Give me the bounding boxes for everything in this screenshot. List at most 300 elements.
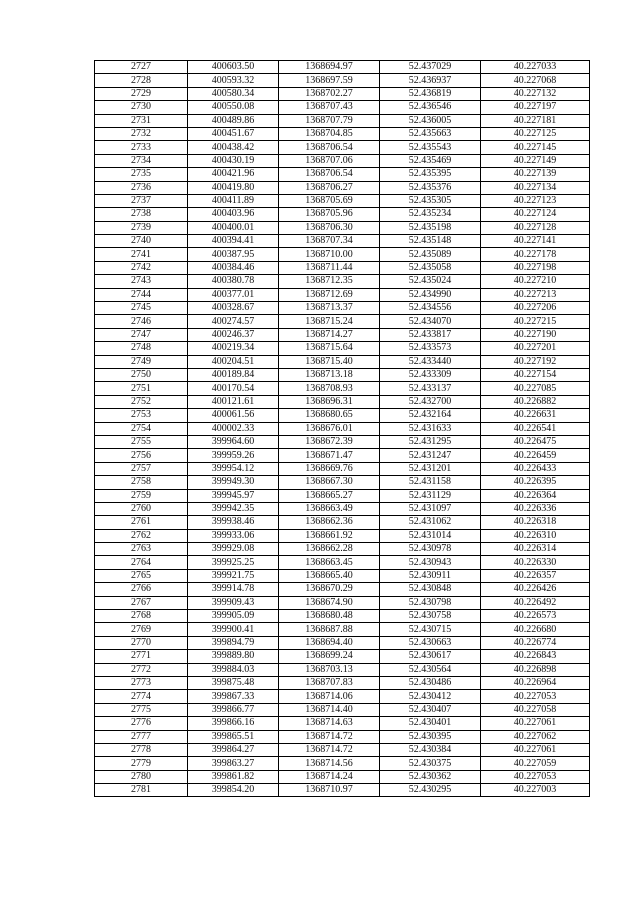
table-row [95,610,590,623]
y-coordinate-cell: 1368687.88 [279,623,380,636]
table-row [95,676,590,689]
point-number-cell: 2777 [95,730,188,743]
longitude-cell: 40.226631 [481,409,590,422]
y-coordinate-cell: 1368674.90 [279,596,380,609]
point-number-cell: 2768 [95,610,188,623]
latitude-cell: 52.435305 [380,194,481,207]
x-coordinate-cell: 399949.30 [188,476,279,489]
longitude-cell: 40.227154 [481,368,590,381]
longitude-cell: 40.226541 [481,422,590,435]
latitude-cell: 52.430758 [380,610,481,623]
table-row [95,154,590,167]
table-row [95,127,590,140]
latitude-cell: 52.431247 [380,449,481,462]
latitude-cell: 52.433137 [380,382,481,395]
y-coordinate-cell: 1368662.36 [279,516,380,529]
latitude-cell: 52.430848 [380,583,481,596]
table-row [95,569,590,582]
point-number-cell: 2743 [95,275,188,288]
table-row [95,489,590,502]
latitude-cell: 52.435058 [380,261,481,274]
latitude-cell: 52.430663 [380,636,481,649]
point-number-cell: 2729 [95,87,188,100]
x-coordinate-cell: 400419.80 [188,181,279,194]
x-coordinate-cell: 399863.27 [188,757,279,770]
longitude-cell: 40.226330 [481,556,590,569]
longitude-cell: 40.226680 [481,623,590,636]
longitude-cell: 40.227190 [481,328,590,341]
x-coordinate-cell: 399945.97 [188,489,279,502]
point-number-cell: 2754 [95,422,188,435]
point-number-cell: 2733 [95,141,188,154]
y-coordinate-cell: 1368710.00 [279,248,380,261]
x-coordinate-cell: 400400.01 [188,221,279,234]
table-row [95,261,590,274]
longitude-cell: 40.226314 [481,543,590,556]
table-row [95,663,590,676]
latitude-cell: 52.434990 [380,288,481,301]
table-row [95,636,590,649]
latitude-cell: 52.431295 [380,435,481,448]
latitude-cell: 52.430401 [380,717,481,730]
x-coordinate-cell: 400377.01 [188,288,279,301]
table-row [95,87,590,100]
table-row [95,221,590,234]
x-coordinate-cell: 400061.56 [188,409,279,422]
point-number-cell: 2750 [95,368,188,381]
latitude-cell: 52.435234 [380,208,481,221]
latitude-cell: 52.433309 [380,368,481,381]
x-coordinate-cell: 400580.34 [188,87,279,100]
point-number-cell: 2778 [95,743,188,756]
latitude-cell: 52.430715 [380,623,481,636]
latitude-cell: 52.434070 [380,315,481,328]
x-coordinate-cell: 399942.35 [188,502,279,515]
y-coordinate-cell: 1368707.83 [279,676,380,689]
latitude-cell: 52.434556 [380,302,481,315]
y-coordinate-cell: 1368711.44 [279,261,380,274]
longitude-cell: 40.226357 [481,569,590,582]
longitude-cell: 40.227192 [481,355,590,368]
latitude-cell: 52.430617 [380,650,481,663]
table-row [95,382,590,395]
longitude-cell: 40.227149 [481,154,590,167]
point-number-cell: 2752 [95,395,188,408]
point-number-cell: 2763 [95,543,188,556]
point-number-cell: 2774 [95,690,188,703]
x-coordinate-cell: 400219.34 [188,342,279,355]
point-number-cell: 2762 [95,529,188,542]
latitude-cell: 52.430943 [380,556,481,569]
longitude-cell: 40.226492 [481,596,590,609]
x-coordinate-cell: 399889.80 [188,650,279,663]
point-number-cell: 2767 [95,596,188,609]
x-coordinate-cell: 400380.78 [188,275,279,288]
y-coordinate-cell: 1368676.01 [279,422,380,435]
point-number-cell: 2772 [95,663,188,676]
latitude-cell: 52.433440 [380,355,481,368]
x-coordinate-cell: 400603.50 [188,61,279,74]
x-coordinate-cell: 399894.79 [188,636,279,649]
y-coordinate-cell: 1368706.30 [279,221,380,234]
x-coordinate-cell: 400170.54 [188,382,279,395]
latitude-cell: 52.435469 [380,154,481,167]
y-coordinate-cell: 1368714.56 [279,757,380,770]
longitude-cell: 40.227123 [481,194,590,207]
y-coordinate-cell: 1368706.27 [279,181,380,194]
longitude-cell: 40.226843 [481,650,590,663]
latitude-cell: 52.435663 [380,127,481,140]
longitude-cell: 40.227053 [481,770,590,783]
longitude-cell: 40.227145 [481,141,590,154]
latitude-cell: 52.430295 [380,784,481,797]
x-coordinate-cell: 400394.41 [188,235,279,248]
latitude-cell: 52.430564 [380,663,481,676]
latitude-cell: 52.430486 [380,676,481,689]
table-row [95,703,590,716]
longitude-cell: 40.227068 [481,74,590,87]
table-row [95,395,590,408]
latitude-cell: 52.431158 [380,476,481,489]
table-row [95,288,590,301]
coordinates-table-body [95,61,590,797]
latitude-cell: 52.435024 [380,275,481,288]
latitude-cell: 52.430362 [380,770,481,783]
longitude-cell: 40.227198 [481,261,590,274]
point-number-cell: 2780 [95,770,188,783]
y-coordinate-cell: 1368705.96 [279,208,380,221]
x-coordinate-cell: 399900.41 [188,623,279,636]
point-number-cell: 2757 [95,462,188,475]
latitude-cell: 52.431014 [380,529,481,542]
point-number-cell: 2732 [95,127,188,140]
latitude-cell: 52.431201 [380,462,481,475]
latitude-cell: 52.431129 [380,489,481,502]
x-coordinate-cell: 399954.12 [188,462,279,475]
x-coordinate-cell: 400451.67 [188,127,279,140]
y-coordinate-cell: 1368707.34 [279,235,380,248]
point-number-cell: 2740 [95,235,188,248]
point-number-cell: 2756 [95,449,188,462]
table-row [95,650,590,663]
latitude-cell: 52.430375 [380,757,481,770]
y-coordinate-cell: 1368712.35 [279,275,380,288]
table-row [95,529,590,542]
table-row [95,368,590,381]
point-number-cell: 2741 [95,248,188,261]
longitude-cell: 40.227059 [481,757,590,770]
table-row [95,690,590,703]
point-number-cell: 2749 [95,355,188,368]
y-coordinate-cell: 1368710.97 [279,784,380,797]
x-coordinate-cell: 399921.75 [188,569,279,582]
y-coordinate-cell: 1368704.85 [279,127,380,140]
point-number-cell: 2758 [95,476,188,489]
y-coordinate-cell: 1368707.43 [279,101,380,114]
table-row [95,328,590,341]
point-number-cell: 2764 [95,556,188,569]
x-coordinate-cell: 400121.61 [188,395,279,408]
table-row [95,141,590,154]
point-number-cell: 2761 [95,516,188,529]
longitude-cell: 40.226395 [481,476,590,489]
y-coordinate-cell: 1368697.59 [279,74,380,87]
point-number-cell: 2755 [95,435,188,448]
x-coordinate-cell: 399938.46 [188,516,279,529]
y-coordinate-cell: 1368713.18 [279,368,380,381]
x-coordinate-cell: 399964.60 [188,435,279,448]
latitude-cell: 52.435148 [380,235,481,248]
x-coordinate-cell: 400438.42 [188,141,279,154]
x-coordinate-cell: 400403.96 [188,208,279,221]
point-number-cell: 2773 [95,676,188,689]
point-number-cell: 2742 [95,261,188,274]
latitude-cell: 52.435376 [380,181,481,194]
x-coordinate-cell: 399909.43 [188,596,279,609]
coordinates-table [94,60,590,797]
longitude-cell: 40.227178 [481,248,590,261]
table-row [95,717,590,730]
longitude-cell: 40.227061 [481,717,590,730]
x-coordinate-cell: 399867.33 [188,690,279,703]
longitude-cell: 40.226774 [481,636,590,649]
table-row [95,476,590,489]
latitude-cell: 52.430412 [380,690,481,703]
table-row [95,502,590,515]
longitude-cell: 40.226459 [481,449,590,462]
y-coordinate-cell: 1368706.54 [279,141,380,154]
y-coordinate-cell: 1368662.28 [279,543,380,556]
point-number-cell: 2769 [95,623,188,636]
longitude-cell: 40.226898 [481,663,590,676]
y-coordinate-cell: 1368663.49 [279,502,380,515]
y-coordinate-cell: 1368714.06 [279,690,380,703]
y-coordinate-cell: 1368670.29 [279,583,380,596]
x-coordinate-cell: 399884.03 [188,663,279,676]
point-number-cell: 2748 [95,342,188,355]
longitude-cell: 40.227125 [481,127,590,140]
x-coordinate-cell: 400246.37 [188,328,279,341]
table-row [95,516,590,529]
longitude-cell: 40.226964 [481,676,590,689]
y-coordinate-cell: 1368663.45 [279,556,380,569]
point-number-cell: 2744 [95,288,188,301]
x-coordinate-cell: 400274.57 [188,315,279,328]
latitude-cell: 52.436546 [380,101,481,114]
table-row [95,181,590,194]
table-row [95,315,590,328]
x-coordinate-cell: 399959.26 [188,449,279,462]
longitude-cell: 40.227213 [481,288,590,301]
point-number-cell: 2776 [95,717,188,730]
longitude-cell: 40.227210 [481,275,590,288]
latitude-cell: 52.432164 [380,409,481,422]
point-number-cell: 2738 [95,208,188,221]
x-coordinate-cell: 399864.27 [188,743,279,756]
x-coordinate-cell: 399929.08 [188,543,279,556]
y-coordinate-cell: 1368714.40 [279,703,380,716]
latitude-cell: 52.436937 [380,74,481,87]
table-row [95,743,590,756]
y-coordinate-cell: 1368694.97 [279,61,380,74]
x-coordinate-cell: 400328.67 [188,302,279,315]
table-row [95,101,590,114]
x-coordinate-cell: 400204.51 [188,355,279,368]
point-number-cell: 2770 [95,636,188,649]
longitude-cell: 40.226433 [481,462,590,475]
x-coordinate-cell: 400387.95 [188,248,279,261]
y-coordinate-cell: 1368715.24 [279,315,380,328]
y-coordinate-cell: 1368707.06 [279,154,380,167]
y-coordinate-cell: 1368696.31 [279,395,380,408]
table-row [95,462,590,475]
x-coordinate-cell: 399905.09 [188,610,279,623]
point-number-cell: 2739 [95,221,188,234]
latitude-cell: 52.430407 [380,703,481,716]
point-number-cell: 2735 [95,168,188,181]
latitude-cell: 52.437029 [380,61,481,74]
point-number-cell: 2731 [95,114,188,127]
x-coordinate-cell: 400384.46 [188,261,279,274]
y-coordinate-cell: 1368671.47 [279,449,380,462]
table-row [95,770,590,783]
x-coordinate-cell: 399861.82 [188,770,279,783]
table-row [95,194,590,207]
y-coordinate-cell: 1368672.39 [279,435,380,448]
y-coordinate-cell: 1368715.40 [279,355,380,368]
longitude-cell: 40.227201 [481,342,590,355]
longitude-cell: 40.227128 [481,221,590,234]
point-number-cell: 2737 [95,194,188,207]
y-coordinate-cell: 1368714.72 [279,730,380,743]
x-coordinate-cell: 399866.77 [188,703,279,716]
x-coordinate-cell: 399933.06 [188,529,279,542]
point-number-cell: 2766 [95,583,188,596]
table-row [95,730,590,743]
point-number-cell: 2760 [95,502,188,515]
longitude-cell: 40.227124 [481,208,590,221]
y-coordinate-cell: 1368705.69 [279,194,380,207]
table-row [95,208,590,221]
longitude-cell: 40.227062 [481,730,590,743]
x-coordinate-cell: 400411.89 [188,194,279,207]
longitude-cell: 40.227085 [481,382,590,395]
y-coordinate-cell: 1368706.54 [279,168,380,181]
table-row [95,435,590,448]
latitude-cell: 52.430395 [380,730,481,743]
longitude-cell: 40.226475 [481,435,590,448]
longitude-cell: 40.227197 [481,101,590,114]
longitude-cell: 40.227141 [481,235,590,248]
y-coordinate-cell: 1368714.63 [279,717,380,730]
longitude-cell: 40.226336 [481,502,590,515]
table-row [95,757,590,770]
table-row [95,556,590,569]
longitude-cell: 40.227132 [481,87,590,100]
longitude-cell: 40.226882 [481,395,590,408]
table-row [95,449,590,462]
latitude-cell: 52.436819 [380,87,481,100]
point-number-cell: 2730 [95,101,188,114]
latitude-cell: 52.435198 [380,221,481,234]
y-coordinate-cell: 1368699.24 [279,650,380,663]
table-row [95,583,590,596]
table-row [95,275,590,288]
latitude-cell: 52.435089 [380,248,481,261]
y-coordinate-cell: 1368715.64 [279,342,380,355]
latitude-cell: 52.430978 [380,543,481,556]
longitude-cell: 40.227033 [481,61,590,74]
y-coordinate-cell: 1368713.37 [279,302,380,315]
latitude-cell: 52.431062 [380,516,481,529]
point-number-cell: 2775 [95,703,188,716]
y-coordinate-cell: 1368669.76 [279,462,380,475]
y-coordinate-cell: 1368714.72 [279,743,380,756]
latitude-cell: 52.433817 [380,328,481,341]
table-row [95,784,590,797]
point-number-cell: 2779 [95,757,188,770]
x-coordinate-cell: 399854.20 [188,784,279,797]
latitude-cell: 52.436005 [380,114,481,127]
table-row [95,543,590,556]
x-coordinate-cell: 400189.84 [188,368,279,381]
table-row [95,168,590,181]
x-coordinate-cell: 399865.51 [188,730,279,743]
x-coordinate-cell: 399866.16 [188,717,279,730]
table-row [95,114,590,127]
longitude-cell: 40.226310 [481,529,590,542]
table-row [95,355,590,368]
y-coordinate-cell: 1368712.69 [279,288,380,301]
y-coordinate-cell: 1368708.93 [279,382,380,395]
table-row [95,235,590,248]
latitude-cell: 52.435395 [380,168,481,181]
table-row [95,74,590,87]
y-coordinate-cell: 1368680.48 [279,610,380,623]
x-coordinate-cell: 399875.48 [188,676,279,689]
x-coordinate-cell: 400489.86 [188,114,279,127]
table-row [95,248,590,261]
latitude-cell: 52.430911 [380,569,481,582]
point-number-cell: 2728 [95,74,188,87]
table-row [95,61,590,74]
point-number-cell: 2781 [95,784,188,797]
point-number-cell: 2765 [95,569,188,582]
longitude-cell: 40.226318 [481,516,590,529]
point-number-cell: 2746 [95,315,188,328]
point-number-cell: 2751 [95,382,188,395]
longitude-cell: 40.227134 [481,181,590,194]
latitude-cell: 52.433573 [380,342,481,355]
latitude-cell: 52.430798 [380,596,481,609]
table-row [95,342,590,355]
longitude-cell: 40.227058 [481,703,590,716]
latitude-cell: 52.431097 [380,502,481,515]
latitude-cell: 52.431633 [380,422,481,435]
point-number-cell: 2727 [95,61,188,74]
latitude-cell: 52.430384 [380,743,481,756]
longitude-cell: 40.227206 [481,302,590,315]
y-coordinate-cell: 1368667.30 [279,476,380,489]
longitude-cell: 40.227003 [481,784,590,797]
table-row [95,409,590,422]
y-coordinate-cell: 1368665.27 [279,489,380,502]
longitude-cell: 40.227139 [481,168,590,181]
table-row [95,422,590,435]
x-coordinate-cell: 400550.08 [188,101,279,114]
x-coordinate-cell: 400593.32 [188,74,279,87]
longitude-cell: 40.226426 [481,583,590,596]
